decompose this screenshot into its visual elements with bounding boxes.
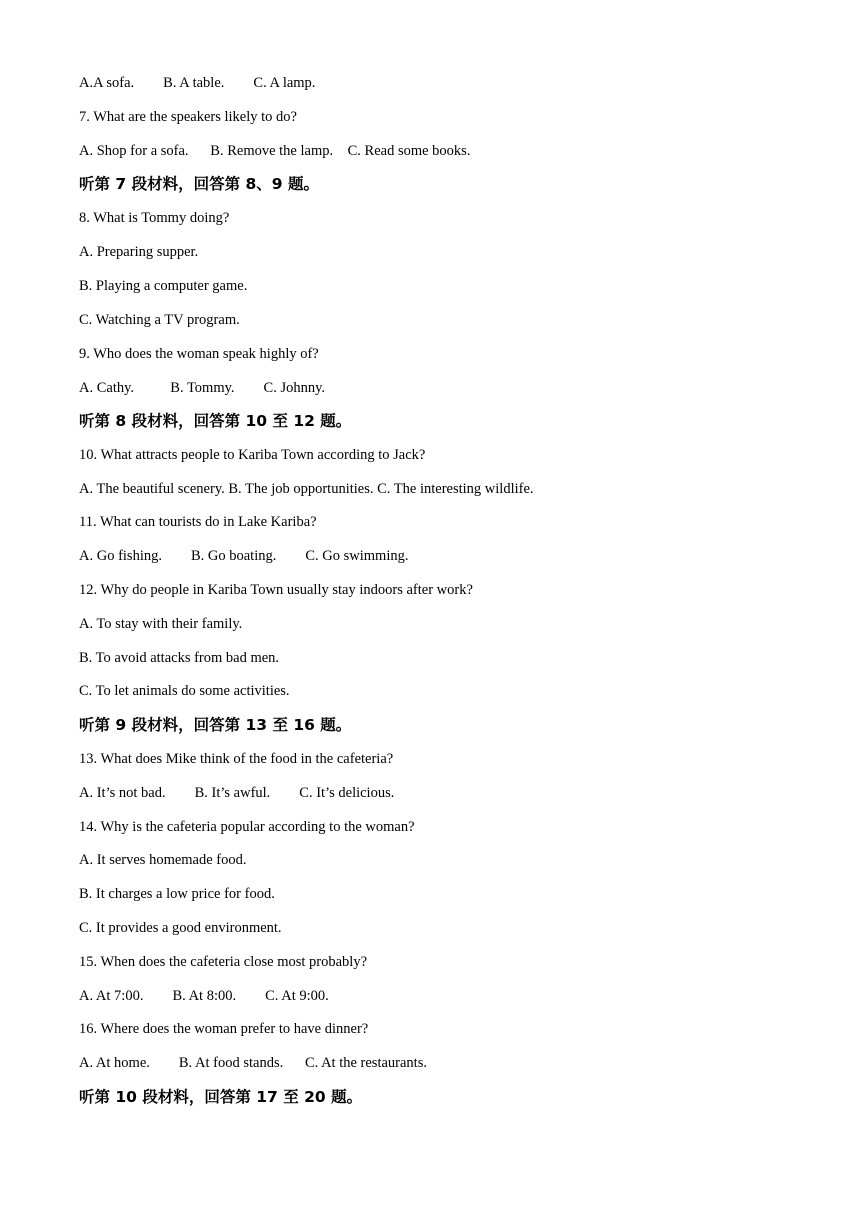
q13-options: A. It’s not bad. B. It’s awful. C. It’s delicious. — [79, 785, 395, 801]
q15-options: A. At 7:00. B. At 8:00. C. At 9:00. — [79, 988, 329, 1004]
section-heading-8: 听第 8 段材料，回答第 10 至 12 题。 — [79, 412, 352, 430]
q7-question: 7. What are the speakers likely to do? — [79, 109, 297, 125]
section-heading-7: 听第 7 段材料，回答第 8、9 题。 — [79, 175, 319, 193]
q14-option-c: C. It provides a good environment. — [79, 920, 282, 936]
q8-option-a: A. Preparing supper. — [79, 244, 199, 260]
q7-options: A. Shop for a sofa. B. Remove the lamp. C. Read some books. — [79, 143, 471, 159]
q11-question: 11. What can tourists do in Lake Kariba? — [79, 514, 317, 530]
q8-question: 8. What is Tommy doing? — [79, 210, 230, 226]
q6-options: A.A sofa. B. A table. C. A lamp. — [79, 75, 316, 91]
q8-option-b: B. Playing a computer game. — [79, 278, 248, 294]
q15-question: 15. When does the cafeteria close most probably? — [79, 954, 368, 970]
q8-option-c: C. Watching a TV program. — [79, 312, 240, 328]
q10-question: 10. What attracts people to Kariba Town according to Jack? — [79, 447, 426, 463]
q16-options: A. At home. B. At food stands. C. At the restaurants. — [79, 1055, 427, 1071]
q14-option-a: A. It serves homemade food. — [79, 852, 247, 868]
q10-options: A. The beautiful scenery. B. The job opportunities. C. The interesting wildlife. — [79, 481, 534, 497]
q14-question: 14. Why is the cafeteria popular according to the woman? — [79, 819, 415, 835]
section-heading-10: 听第 10 段材料，回答第 17 至 20 题。 — [79, 1088, 363, 1106]
q12-option-b: B. To avoid attacks from bad men. — [79, 650, 280, 666]
q9-question: 9. Who does the woman speak highly of? — [79, 346, 319, 362]
q12-option-a: A. To stay with their family. — [79, 616, 243, 632]
q9-options: A. Cathy. B. Tommy. C. Johnny. — [79, 380, 326, 396]
section-heading-9: 听第 9 段材料，回答第 13 至 16 题。 — [79, 716, 352, 734]
q13-question: 13. What does Mike think of the food in the cafeteria? — [79, 751, 394, 767]
q14-option-b: B. It charges a low price for food. — [79, 886, 275, 902]
q11-options: A. Go fishing. B. Go boating. C. Go swimming. — [79, 548, 409, 564]
q16-question: 16. Where does the woman prefer to have dinner? — [79, 1021, 369, 1037]
q12-option-c: C. To let animals do some activities. — [79, 683, 290, 699]
q12-question: 12. Why do people in Kariba Town usually stay indoors after work? — [79, 582, 473, 598]
